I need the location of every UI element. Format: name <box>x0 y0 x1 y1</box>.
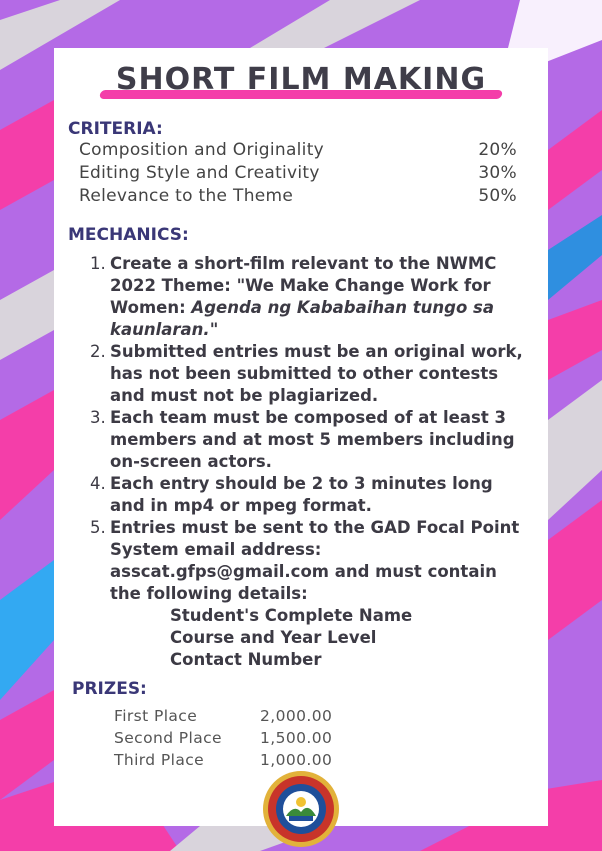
item-number: 4. <box>90 474 106 493</box>
criteria-row <box>79 163 517 183</box>
prize-place: Third Place <box>114 751 205 769</box>
paper-card <box>54 48 548 826</box>
prize-row <box>114 751 332 769</box>
criteria-row <box>79 186 517 206</box>
prize-row <box>114 707 332 725</box>
item-text: Each entry should be 2 to 3 minutes long and in mp4 or mpeg format. <box>110 474 493 515</box>
title-container <box>54 62 548 97</box>
criteria-weight: 50% <box>478 186 517 206</box>
mechanics-item <box>90 407 530 473</box>
item-number: 3. <box>90 408 106 427</box>
prizes-heading: PRIZES: <box>72 679 147 699</box>
item-number: 2. <box>90 342 106 361</box>
criteria-label: Composition and Originality <box>79 140 325 160</box>
detail-item: Contact Number <box>170 650 322 669</box>
item-body <box>110 517 530 671</box>
page-title: SHORT FILM MAKING <box>115 62 487 97</box>
item-text-part: " <box>209 320 219 339</box>
mechanics-item <box>90 253 530 341</box>
prize-amount: 2,000.00 <box>260 707 333 725</box>
criteria-label: Relevance to the Theme <box>79 186 294 206</box>
mechanics-heading: MECHANICS: <box>68 225 189 245</box>
criteria-row <box>79 140 517 160</box>
item-text: Entries must be sent to the GAD Focal Point System email address: asscat.gfps@gmail.com and must contain the following details: <box>110 518 520 603</box>
details-list <box>110 605 530 671</box>
mechanics-list <box>90 253 530 671</box>
criteria-weight: 30% <box>478 163 517 183</box>
item-text <box>110 253 530 341</box>
detail-item: Course and Year Level <box>170 628 377 647</box>
item-number: 5. <box>90 518 106 537</box>
prize-place: Second Place <box>114 729 222 747</box>
prize-row <box>114 729 332 747</box>
prize-amount: 1,000.00 <box>260 751 333 769</box>
criteria-heading: CRITERIA: <box>68 119 163 139</box>
item-text: Each team must be composed of at least 3 members and at most 5 members including on-screen actors. <box>110 408 515 471</box>
item-number: 1. <box>90 254 106 273</box>
mechanics-item <box>90 341 530 407</box>
prize-amount: 1,500.00 <box>260 729 333 747</box>
item-text-part: Create a short-film relevant to the NWMC 2022 Theme: "We Make Change Work for Women: <box>110 254 497 317</box>
detail-item: Student's Complete Name <box>170 606 413 625</box>
criteria-label: Editing Style and Creativity <box>79 163 320 183</box>
mechanics-item <box>90 473 530 517</box>
theme-italic: Agenda ng Kababaihan tungo sa kaunlaran. <box>110 298 494 339</box>
item-text: Submitted entries must be an original work, has not been submitted to other contests and must not be plagiarized. <box>110 342 523 405</box>
criteria-weight: 20% <box>478 140 517 160</box>
prize-place: First Place <box>114 707 198 725</box>
mechanics-item <box>90 517 530 671</box>
college-seal-icon <box>262 770 340 848</box>
